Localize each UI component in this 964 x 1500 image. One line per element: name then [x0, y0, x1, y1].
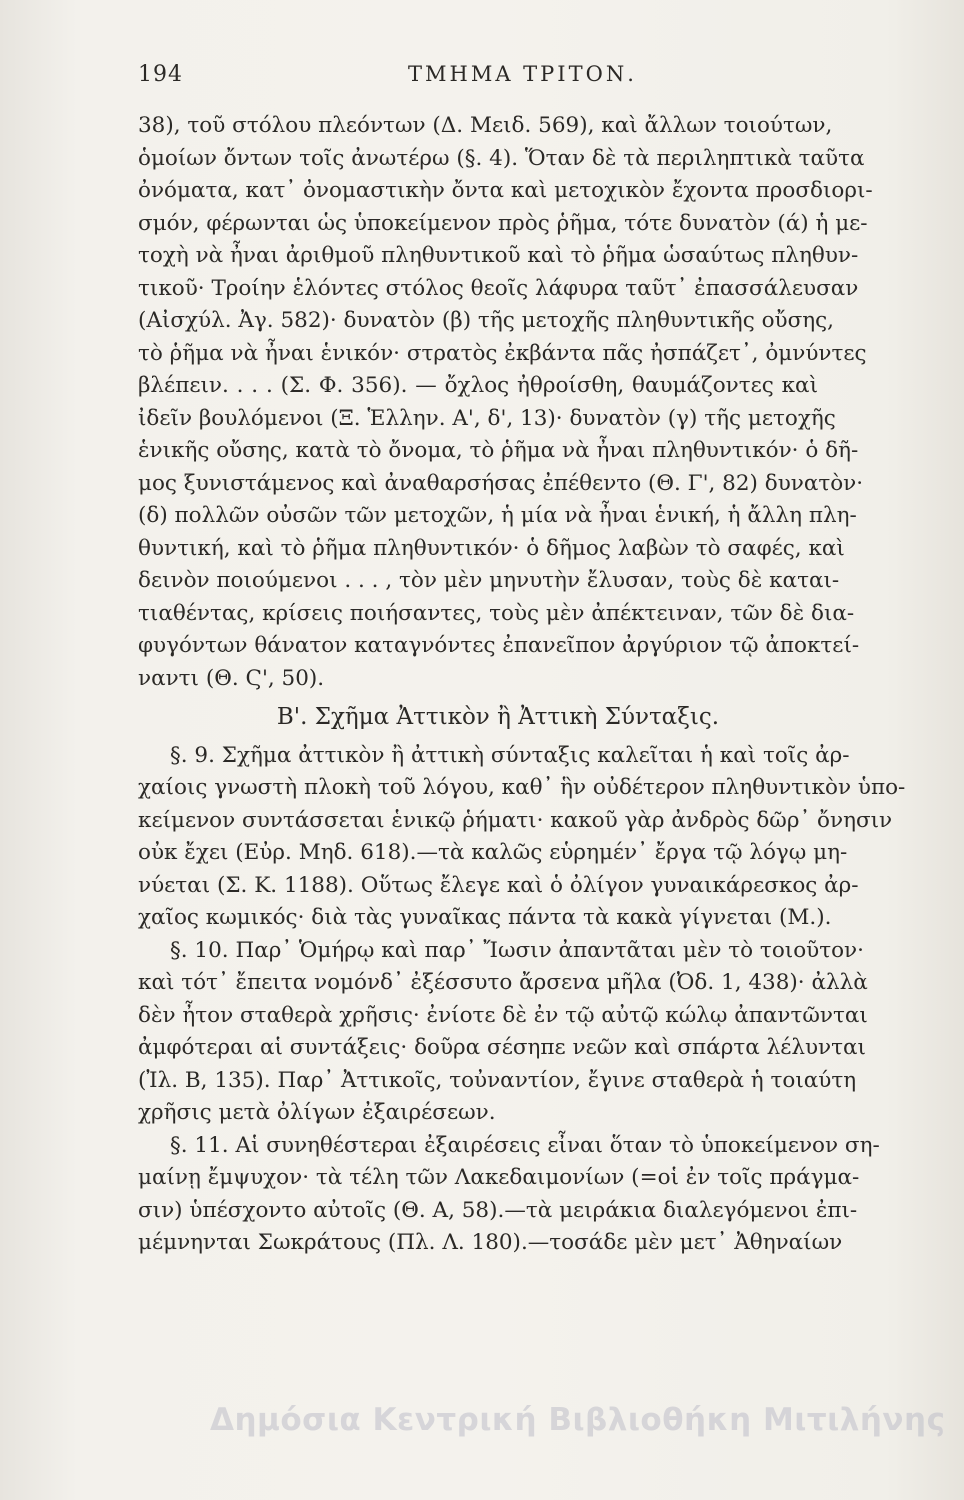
text-line: §. 11. Αἱ συνηθέστεραι ἐξαιρέσεις εἶναι ὅταν τὸ ὑποκείμενον ση-	[170, 1132, 880, 1158]
text-line: νύεται (Σ. Κ. 1188). Οὕτως ἔλεγε καὶ ὁ ὀλίγον γυναικάρεσκος ἀρ-	[138, 872, 859, 898]
text-line: χρῆσις μετὰ ὀλίγων ἐξαιρέσεων.	[138, 1100, 496, 1125]
text-line: §. 10. Παρ᾽ Ὁμήρῳ καὶ παρ᾽ Ἴωσιν ἀπαντᾶται μὲν τὸ τοιοῦτον·	[170, 937, 864, 963]
text-line: (Ἰλ. Β, 135). Παρ᾽ Ἀττικοῖς, τοὐναντίον, ἔγινε σταθερὰ ἡ τοιαύτη	[138, 1067, 857, 1093]
text-line: μαίνῃ ἔμψυχον· τὰ τέλη τῶν Λακεδαιμονίων (=οἱ ἐν τοῖς πράγμα-	[138, 1165, 860, 1190]
library-watermark: Δημόσια Κεντρική Βιβλιοθήκη Μιτιλήνης	[210, 1402, 946, 1438]
text-line: χαῖος κωμικός· διὰ τὰς γυναῖκας πάντα τὰ κακὰ γίγνεται (Μ.).	[138, 905, 832, 930]
text-line: §. 9. Σχῆμα ἀττικὸν ἢ ἀττικὴ σύνταξις καλεῖται ἡ καὶ τοῖς ἀρ-	[170, 742, 850, 768]
running-title: ΤΜΗΜΑ ΤΡΙΤΟΝ.	[408, 62, 637, 86]
text-line: δεινὸν ποιούμενοι . . . , τὸν μὲν μηνυτὴν ἔλυσαν, τοὺς δὲ καται-	[138, 568, 840, 593]
text-line: μος ξυνιστάμενος καὶ ἀναθαρσήσας ἐπέθεντο (Θ. Γ', 82) δυνατὸν·	[138, 470, 864, 496]
text-line: τὸ ῥῆμα νὰ ἦναι ἑνικόν· στρατὸς ἐκβάντα πᾶς ἠσπάζετ᾽, ὀμνύντες	[138, 340, 867, 366]
text-line: βλέπειν. . . . (Σ. Φ. 356). — ὄχλος ἠθροίσθη, θαυμάζοντες καὶ	[138, 373, 818, 398]
text-line: μέμνηνται Σωκράτους (Πλ. Λ. 180).—τοσάδε μὲν μετ᾽ Ἀθηναίων	[138, 1230, 843, 1255]
text-line: τικοῦ· Τροίην ἑλόντες στόλος θεοῖς λάφυρα ταῦτ᾽ ἐπασσάλευσαν	[138, 275, 859, 301]
text-line: φυγόντων θάνατον καταγνόντες ἐπανεῖπον ἀργύριον τῷ ἀποκτεί-	[138, 633, 860, 658]
page-number: 194	[138, 62, 183, 87]
text-line: θυντική, καὶ τὸ ῥῆμα πληθυντικόν· ὁ δῆμος λαβὼν τὸ σαφές, καὶ	[138, 535, 845, 561]
text-line: οὐκ ἔχει (Εὐρ. Μηδ. 618).—τὰ καλῶς εὑρημέν᾽ ἔργα τῷ λόγῳ μη-	[138, 840, 848, 865]
text-line: ὁμοίων ὄντων τοῖς ἀνωτέρω (§. 4). Ὅταν δὲ τὰ περιληπτικὰ ταῦτα	[138, 145, 865, 171]
text-line: τοχὴ νὰ ἦναι ἀριθμοῦ πληθυντικοῦ καὶ τὸ ῥῆμα ὡσαύτως πληθυν-	[138, 243, 859, 268]
text-line: 38), τοῦ στόλου πλεόντων (Δ. Μειδ. 569), καὶ ἄλλων τοιούτων,	[138, 113, 833, 138]
text-line: σμόν, φέρωνται ὡς ὑποκείμενον πρὸς ῥῆμα, τότε δυνατὸν (ά) ἡ με-	[138, 210, 868, 236]
text-line: ναντι (Θ. Ϛ', 50).	[138, 665, 325, 691]
text-line: (Αἰσχύλ. Ἀγ. 582)· δυνατὸν (β) τῆς μετοχῆς πληθυντικῆς οὔσης,	[138, 308, 835, 333]
text-line: τιαθέντας, κρίσεις ποιήσαντες, τοὺς μὲν ἀπέκτειναν, τῶν δὲ δια-	[138, 600, 855, 626]
text-line: καὶ τότ᾽ ἔπειτα νομόνδ᾽ ἐξέσσυτο ἄρσενα μῆλα (Ὀδ. 1, 438)· ἀλλὰ	[138, 970, 868, 995]
text-line: χαίοις γνωστὴ πλοκὴ τοῦ λόγου, καθ᾽ ἣν οὐδέτερον πληθυντικὸν ὑπο-	[138, 775, 906, 800]
section-heading: Β'. Σχῆμα Ἀττικὸν ἢ Ἀττικὴ Σύνταξις.	[276, 704, 720, 730]
text-line: κείμενον συντάσσεται ἑνικῷ ῥήματι· κακοῦ γὰρ ἀνδρὸς δῶρ᾽ ὄνησιν	[138, 807, 893, 833]
text-line: (δ) πολλῶν οὐσῶν τῶν μετοχῶν, ἡ μία νὰ ἦναι ἑνική, ἡ ἄλλη πλη-	[138, 503, 857, 528]
text-line: δὲν ἦτον σταθερὰ χρῆσις· ἐνίοτε δὲ ἐν τῷ αὐτῷ κώλῳ ἀπαντῶνται	[138, 1002, 868, 1028]
text-line: ἀμφότεραι αἱ συντάξεις· δοῦρα σέσηπε νεῶν καὶ σπάρτα λέλυνται	[138, 1035, 866, 1060]
page-header	[138, 62, 818, 98]
text-line: ὀνόματα, κατ᾽ ὀνομαστικὴν ὄντα καὶ μετοχικὸν ἔχοντα προσδιορι-	[138, 178, 873, 203]
text-line: ἑνικῆς οὔσης, κατὰ τὸ ὄνομα, τὸ ῥῆμα νὰ ἦναι πληθυντικόν· ὁ δῆ-	[138, 438, 859, 463]
text-line: σιν) ὑπέσχοντο αὐτοῖς (Θ. Α, 58).—τὰ μειράκια διαλεγόμενοι ἐπι-	[138, 1197, 858, 1223]
page-body	[138, 110, 906, 1260]
text-line: ἰδεῖν βουλόμενοι (Ξ. Ἑλλην. Α', δ', 13)· δυνατὸν (γ) τῆς μετοχῆς	[138, 405, 836, 431]
